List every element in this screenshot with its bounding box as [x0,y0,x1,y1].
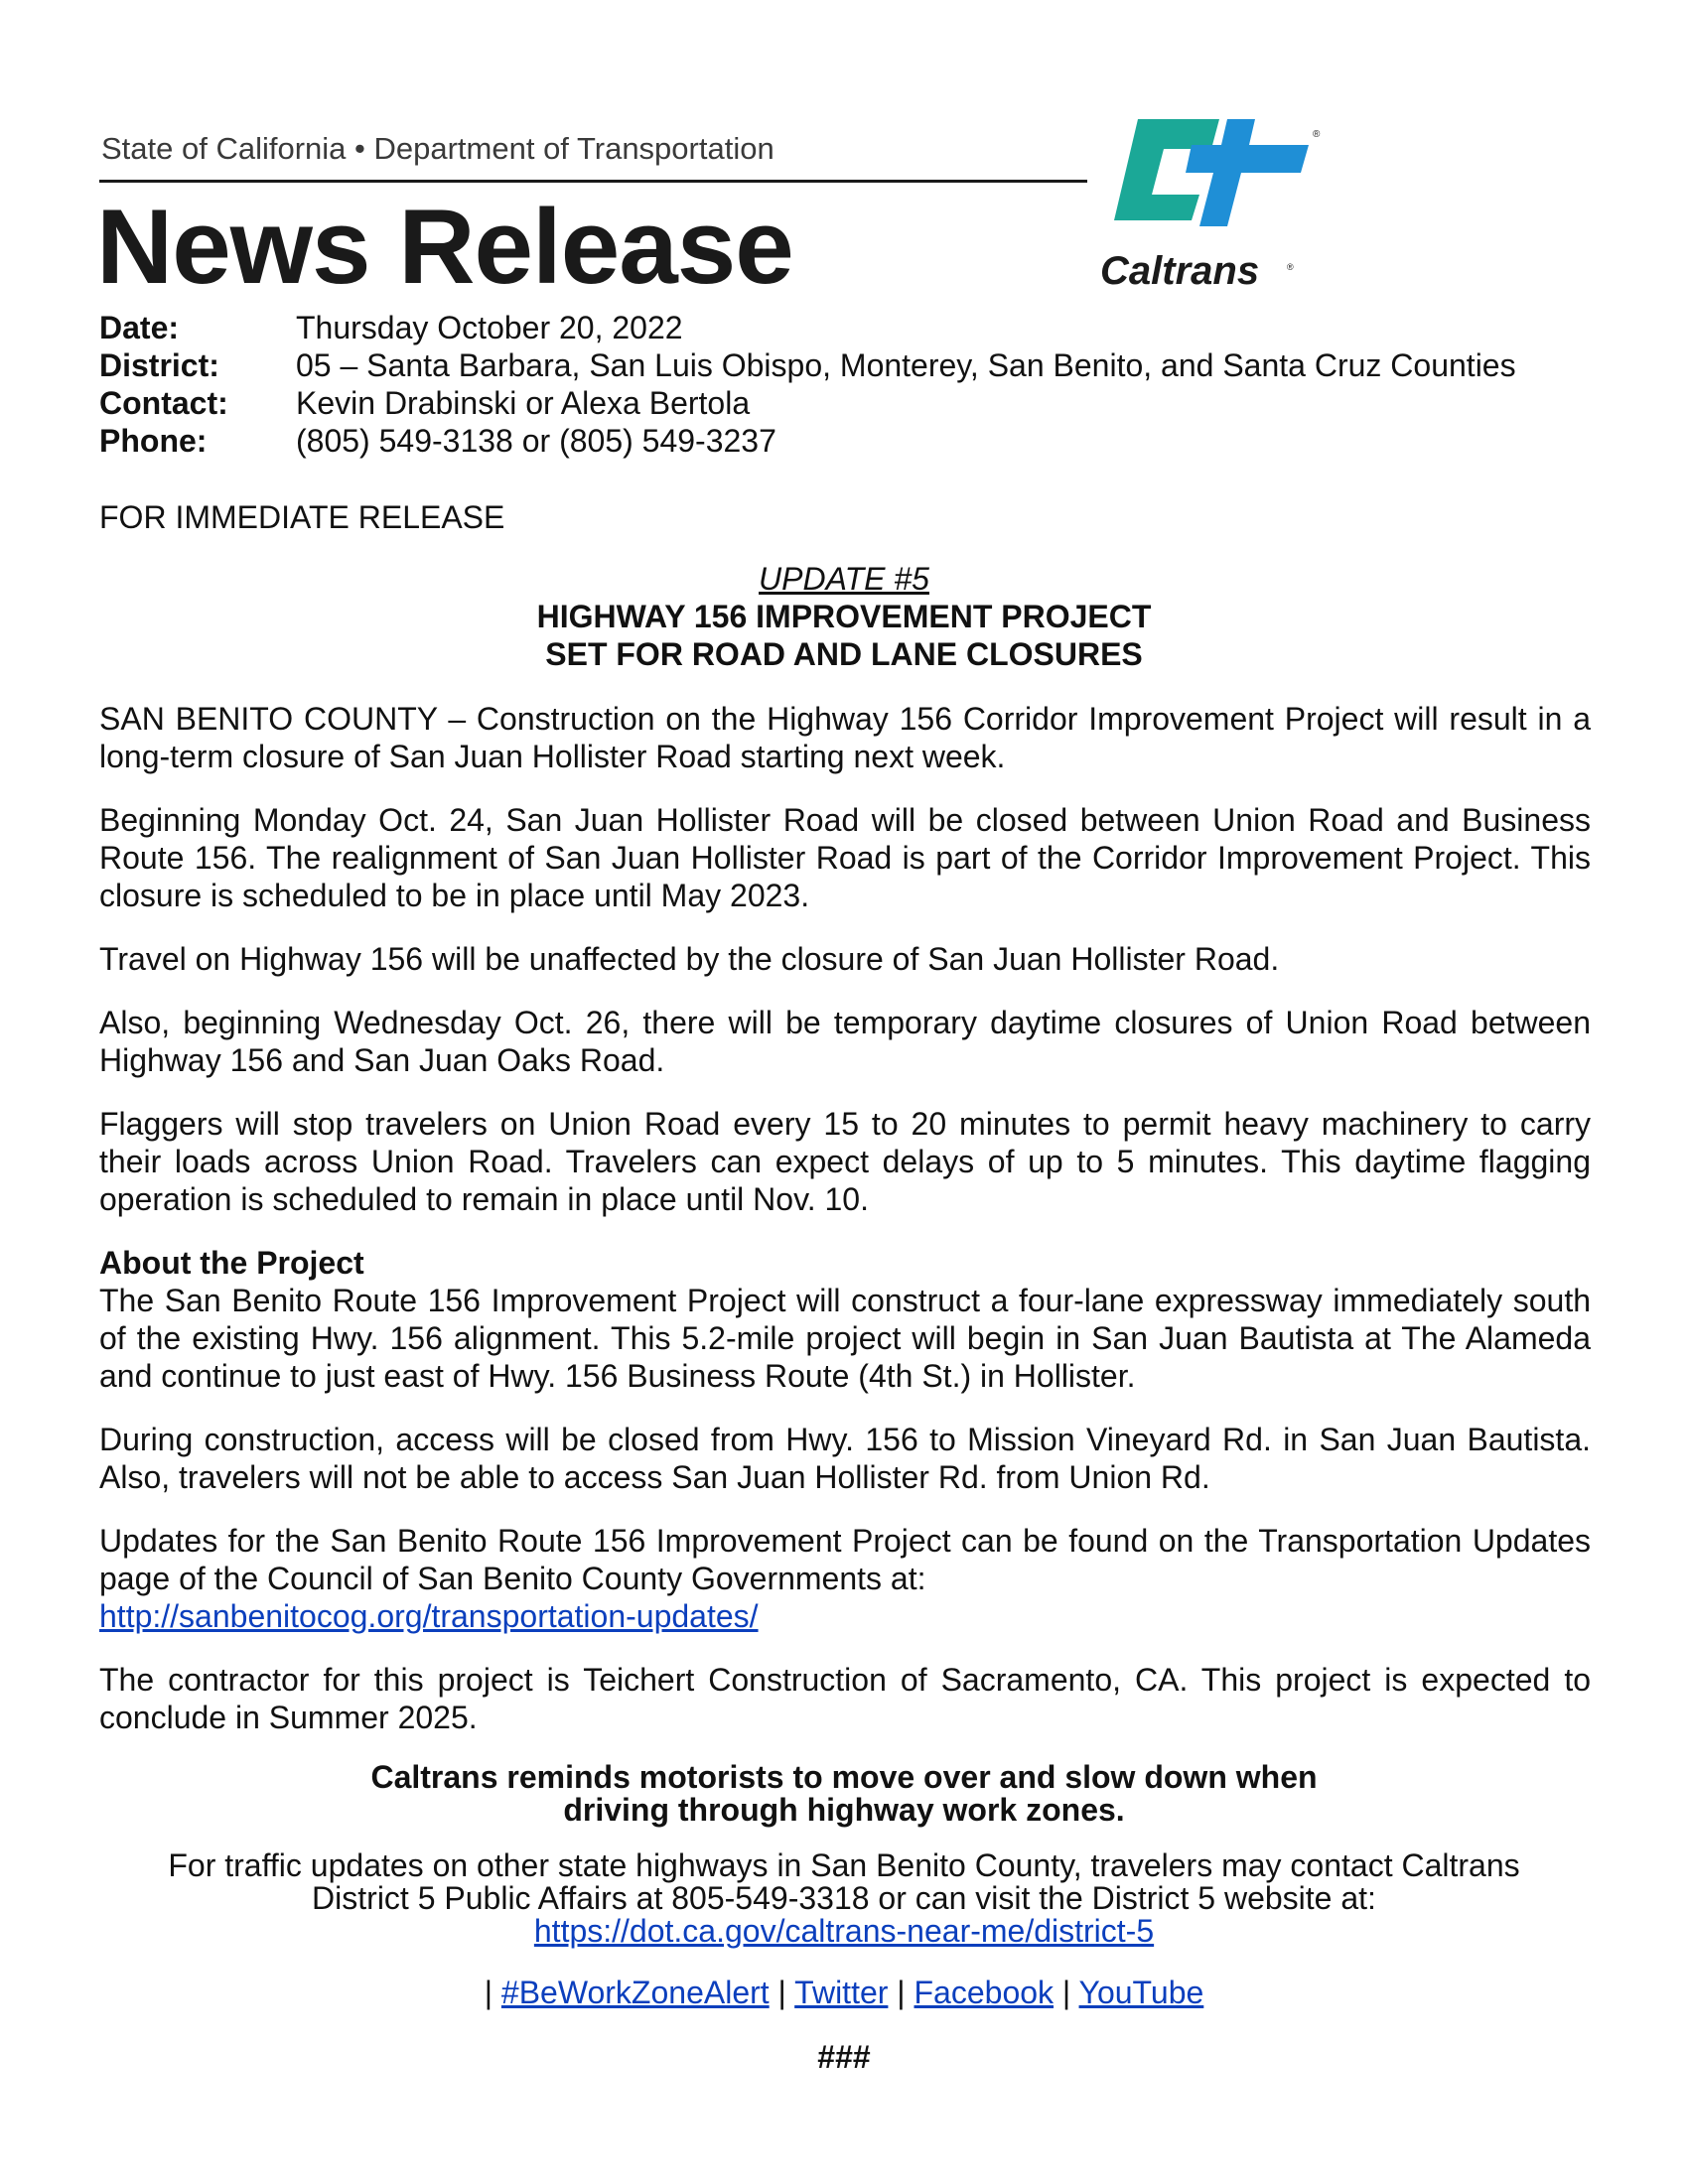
update-label: UPDATE #5 [759,561,929,597]
separator: | [484,1975,493,2010]
meta-value: Kevin Drabinski or Alexa Bertola [296,385,751,421]
social-links [99,1974,1589,2011]
separator: | [897,1975,906,2010]
agency-line: State of California • Department of Transportation [101,131,774,166]
bework-zone-alert-link[interactable]: #BeWorkZoneAlert [500,1975,770,2010]
meta-label: Contact: [99,385,228,421]
body-paragraph: The contractor for this project is Teichert Construction of Sacramento, CA. This project is expected to conclude in Summer 2025. [99,1662,1591,1735]
logo-wordmark: Caltrans [1100,249,1260,293]
body-paragraph: Travel on Highway 156 will be unaffected by the closure of San Juan Hollister Road. [99,941,1280,977]
meta-label: Date: [99,310,180,345]
body-paragraph: Flaggers will stop travelers on Union Road every 15 to 20 minutes to permit heavy machinery to carry their loads across Union Road. Travelers can expect delays of up to 5 minutes. This daytime flagging operation is scheduled to remain in place until Nov. 10. [99,1106,1591,1217]
release-meta [99,309,1609,460]
district-5-link[interactable]: https://dot.ca.gov/caltrans-near-me/district-5 [533,1913,1155,1949]
headline [99,560,1589,673]
safety-reminder [99,1761,1589,1827]
reminder-line-2: driving through highway work zones. [563,1792,1125,1828]
body-paragraph-with-link [99,1522,1591,1635]
body-paragraph: Also, beginning Wednesday Oct. 26, there will be temporary daytime closures of Union Road between Highway 156 and San Juan Oaks Road. [99,1005,1591,1078]
body-paragraph: SAN BENITO COUNTY – Construction on the Highway 156 Corridor Improvement Project will result in a long-term closure of San Juan Hollister Road starting next week. [99,701,1591,774]
traffic-line-1: For traffic updates on other state highways in San Benito County, travelers may contact Caltrans [168,1847,1520,1883]
header-rule [99,180,1087,183]
meta-value: 05 – Santa Barbara, San Luis Obispo, Monterey, San Benito, and Santa Cruz Counties [296,347,1516,383]
end-mark: ### [817,2039,871,2075]
sanbenitocog-link[interactable]: http://sanbenitocog.org/transportation-updates/ [99,1598,759,1634]
body-paragraph: The San Benito Route 156 Improvement Project will construct a four-lane expressway immediately south of the existing Hwy. 156 alignment. This 5.2-mile project will begin in San Juan Bautista at The Alameda and continue to just east of Hwy. 156 Business Route (4th St.) in Hollister. [99,1283,1591,1394]
facebook-link[interactable]: Facebook [914,1975,1055,2010]
separator: | [1061,1975,1071,2010]
headline-line-1: HIGHWAY 156 IMPROVEMENT PROJECT [536,599,1152,634]
body-paragraph-text: Updates for the San Benito Route 156 Improvement Project can be found on the Transportation Updates page of the Council of San Benito County Governments at: [99,1523,1591,1596]
meta-row-date [99,309,1609,346]
traffic-line-2: District 5 Public Affairs at 805-549-3318 or can visit the District 5 website at: [312,1880,1376,1916]
meta-row-phone [99,422,1609,460]
separator: | [777,1975,786,2010]
meta-value: (805) 549-3138 or (805) 549-3237 [296,423,776,459]
body-paragraph: Beginning Monday Oct. 24, San Juan Hollister Road will be closed between Union Road and Business Route 156. The realignment of San Juan Hollister Road is part of the Corridor Improvement Project. This closure is scheduled to be in place until May 2023. [99,802,1591,913]
twitter-link[interactable]: Twitter [794,1975,889,2010]
meta-row-district [99,346,1609,384]
logo-registered-mark: ® [1313,129,1321,140]
meta-row-contact [99,384,1609,422]
body-paragraph: During construction, access will be closed from Hwy. 156 to Mission Vineyard Rd. in San Juan Bautista. Also, travelers will not be able to access San Juan Hollister Rd. from Union Rd. [99,1422,1591,1495]
logo-wordmark-registered-mark: ® [1287,262,1294,272]
release-body [99,700,1591,1762]
release-type: FOR IMMEDIATE RELEASE [99,499,505,535]
reminder-line-1: Caltrans reminds motorists to move over and slow down when [370,1759,1318,1795]
caltrans-logo [1080,113,1329,302]
page-title: News Release [96,187,793,306]
youtube-link[interactable]: YouTube [1078,1975,1204,2010]
meta-label: District: [99,347,219,383]
traffic-updates [99,1849,1589,1948]
headline-line-2: SET FOR ROAD AND LANE CLOSURES [545,636,1143,672]
about-heading: About the Project [99,1245,364,1281]
meta-label: Phone: [99,423,208,459]
meta-value: Thursday October 20, 2022 [296,310,683,345]
